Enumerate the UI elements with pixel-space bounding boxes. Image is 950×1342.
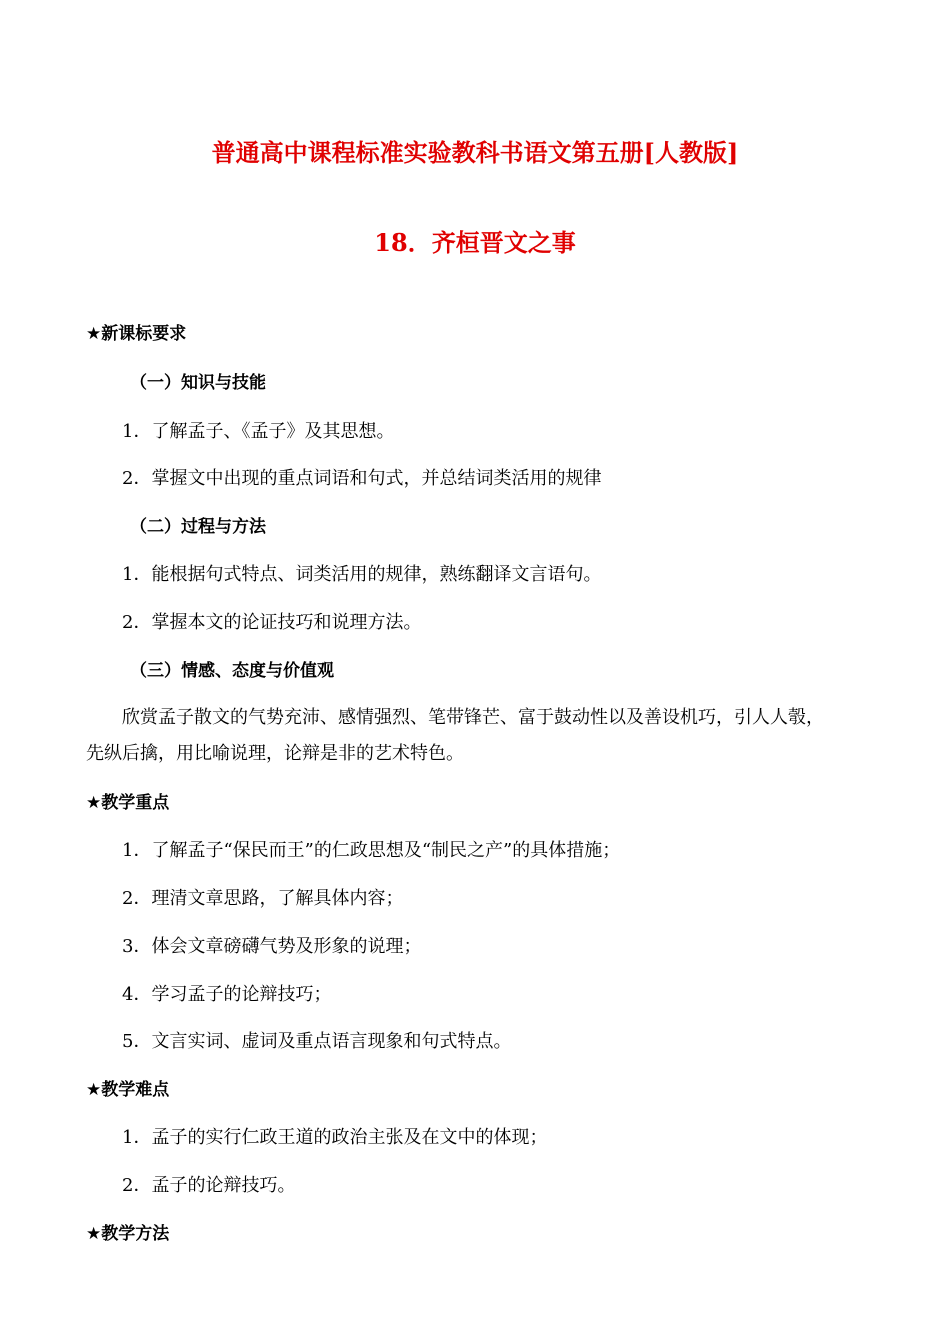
subheading-knowledge: （一）知识与技能 (130, 373, 266, 393)
list-item: 2．掌握本文的论证技巧和说理方法。 (122, 612, 422, 633)
subheading-values: （三）情感、态度与价值观 (130, 661, 334, 681)
list-item: 4．学习孟子的论辩技巧； (122, 984, 332, 1005)
list-item: 1．能根据句式特点、词类活用的规律，熟练翻译文言语句。 (122, 564, 602, 585)
subheading-process: （二）过程与方法 (130, 517, 266, 537)
lesson-title: 18．齐桓晋文之事 (374, 228, 576, 257)
paragraph-line: 欣赏孟子散文的气势充沛、感情强烈、笔带锋芒、富于鼓动性以及善设机巧，引人人彀， (122, 707, 824, 728)
section-heading-standards: ★新课标要求 (86, 324, 187, 344)
list-item: 2．理清文章思路，了解具体内容； (122, 888, 404, 909)
list-item: 1．了解孟子“保民而王”的仁政思想及“制民之产”的具体措施； (122, 840, 621, 861)
section-heading-methods: ★教学方法 (86, 1224, 170, 1244)
list-item: 2．掌握文中出现的重点词语和句式，并总结词类活用的规律 (122, 468, 602, 489)
section-heading-key-points: ★教学重点 (86, 793, 170, 813)
paragraph-line: 先纵后擒，用比喻说理，论辩是非的艺术特色。 (86, 743, 464, 764)
section-heading-difficulties: ★教学难点 (86, 1080, 170, 1100)
list-item: 5．文言实词、虚词及重点语言现象和句式特点。 (122, 1031, 512, 1052)
list-item: 1．孟子的实行仁政王道的政治主张及在文中的体现； (122, 1127, 548, 1148)
list-item: 2．孟子的论辩技巧。 (122, 1175, 296, 1196)
list-item: 3．体会文章磅礴气势及形象的说理； (122, 936, 422, 957)
list-item: 1．了解孟子、《孟子》及其思想。 (122, 421, 395, 442)
document-title: 普通高中课程标准实验教科书语文第五册[人教版] (211, 138, 739, 167)
